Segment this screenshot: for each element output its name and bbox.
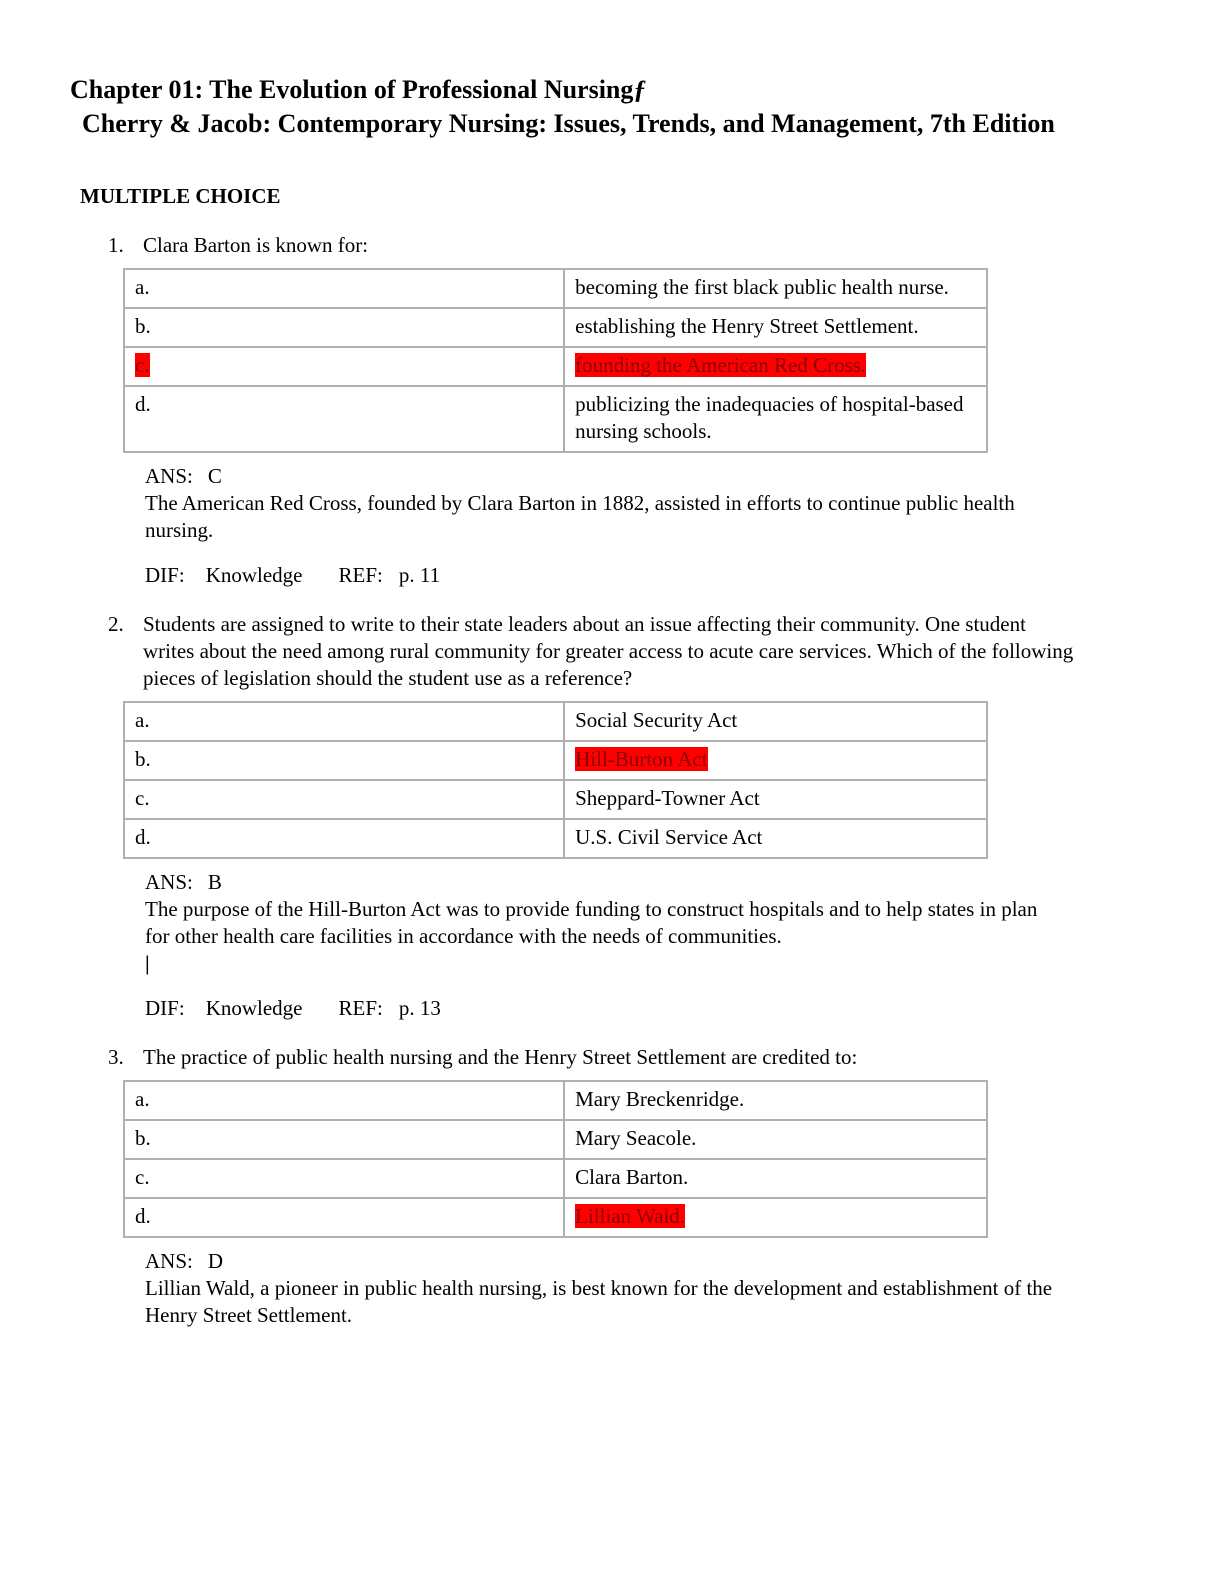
question-text: Students are assigned to write to their state leaders about an issue affecting their community. One student writes about the need among rural community for greater access to acute care services. Which of the following pieces of legislation should the student use as a reference? xyxy=(143,612,1074,690)
answer-block xyxy=(145,869,1065,977)
section-heading: MULTIPLE CHOICE xyxy=(80,184,281,208)
option-letter: b. xyxy=(135,1126,151,1150)
option-letter: c. xyxy=(135,1165,150,1189)
dif-ref-line xyxy=(145,562,1154,589)
rationale-text: Lillian Wald, a pioneer in public health nursing, is best known for the development and establishment of the Henry Street Settlement. xyxy=(145,1276,1053,1327)
option-text-cell xyxy=(564,386,987,452)
ref-label: REF: xyxy=(338,996,383,1020)
option-text-cell xyxy=(564,1159,987,1198)
option-text: founding the American Red Cross. xyxy=(575,353,867,377)
option-letter-cell xyxy=(124,819,564,858)
option-row xyxy=(124,386,987,452)
option-text-cell xyxy=(564,1081,987,1120)
option-letter: c. xyxy=(135,786,150,810)
option-row xyxy=(124,347,987,386)
option-text-cell xyxy=(564,1120,987,1159)
option-letter-cell xyxy=(124,308,564,347)
answer-label: ANS: xyxy=(145,870,193,894)
option-text: U.S. Civil Service Act xyxy=(575,825,763,849)
dif-value: Knowledge xyxy=(205,996,303,1020)
answer-label: ANS: xyxy=(145,464,193,488)
option-text-cell xyxy=(564,1198,987,1237)
option-letter: a. xyxy=(135,1087,150,1111)
cursor-mark: | xyxy=(145,951,150,975)
question-number: 1. xyxy=(108,233,124,257)
option-text: Mary Seacole. xyxy=(575,1126,697,1150)
option-row xyxy=(124,1120,987,1159)
question-block-1 xyxy=(70,232,1154,589)
option-letter-cell xyxy=(124,780,564,819)
page-subtitle: Cherry & Jacob: Contemporary Nursing: Issues, Trends, and Management, 7th Edition xyxy=(82,109,1055,138)
option-text-cell xyxy=(564,308,987,347)
option-letter-cell xyxy=(124,741,564,780)
answer-block xyxy=(145,463,1065,544)
title-function-glyph: ƒ xyxy=(633,75,647,104)
option-text: Hill-Burton Act xyxy=(575,747,708,771)
options-table xyxy=(123,1080,988,1238)
dif-label: DIF: xyxy=(145,563,185,587)
option-text: Mary Breckenridge. xyxy=(575,1087,745,1111)
option-letter-cell xyxy=(124,702,564,741)
option-row xyxy=(124,308,987,347)
option-text-cell xyxy=(564,780,987,819)
option-letter: c. xyxy=(135,353,150,377)
option-row xyxy=(124,780,987,819)
ref-value: p. 13 xyxy=(398,996,441,1020)
option-text-cell xyxy=(564,741,987,780)
rationale-text: The purpose of the Hill-Burton Act was to provide funding to construct hospitals and to help states in plan for other health care facilities in accordance with the needs of communities. xyxy=(145,897,1038,948)
answer-label: ANS: xyxy=(145,1249,193,1273)
option-letter-cell xyxy=(124,1159,564,1198)
option-text: becoming the first black public health nurse. xyxy=(575,275,949,299)
dif-value: Knowledge xyxy=(205,563,303,587)
option-text-cell xyxy=(564,269,987,308)
option-letter-cell xyxy=(124,269,564,308)
question-text: Clara Barton is known for: xyxy=(143,233,369,257)
option-letter: a. xyxy=(135,708,150,732)
answer-block xyxy=(145,1248,1065,1329)
option-letter: d. xyxy=(135,825,151,849)
option-row xyxy=(124,1198,987,1237)
rationale-text: The American Red Cross, founded by Clara Barton in 1882, assisted in efforts to continue public health nursing. xyxy=(145,491,1015,542)
ref-label: REF: xyxy=(338,563,383,587)
dif-ref-line xyxy=(145,995,1154,1022)
page-title xyxy=(70,74,1154,105)
option-letter-cell xyxy=(124,1198,564,1237)
option-text: Social Security Act xyxy=(575,708,738,732)
options-table xyxy=(123,268,988,453)
answer-line xyxy=(145,1248,1065,1275)
answer-value: D xyxy=(207,1249,224,1273)
question-block-3 xyxy=(70,1044,1154,1329)
option-letter: b. xyxy=(135,314,151,338)
option-row xyxy=(124,1159,987,1198)
option-row xyxy=(124,1081,987,1120)
option-letter-cell xyxy=(124,386,564,452)
option-text-cell xyxy=(564,347,987,386)
option-text: Lillian Wald. xyxy=(575,1204,686,1228)
dif-label: DIF: xyxy=(145,996,185,1020)
answer-line xyxy=(145,869,1065,896)
option-letter: a. xyxy=(135,275,150,299)
option-row xyxy=(124,741,987,780)
answer-line xyxy=(145,463,1065,490)
option-text: establishing the Henry Street Settlement. xyxy=(575,314,919,338)
question-line xyxy=(108,232,1154,259)
option-letter: d. xyxy=(135,392,151,416)
question-line xyxy=(108,1044,1154,1071)
question-block-2 xyxy=(70,611,1154,1022)
option-letter: d. xyxy=(135,1204,151,1228)
option-letter-cell xyxy=(124,1120,564,1159)
option-text-cell xyxy=(564,819,987,858)
answer-value: B xyxy=(207,870,222,894)
option-row xyxy=(124,702,987,741)
options-table xyxy=(123,701,988,859)
option-text: publicizing the inadequacies of hospital-based nursing schools. xyxy=(575,392,964,443)
question-text: The practice of public health nursing and the Henry Street Settlement are credited to: xyxy=(143,1045,858,1069)
question-number: 3. xyxy=(108,1045,124,1069)
option-letter-cell xyxy=(124,1081,564,1120)
option-row xyxy=(124,819,987,858)
ref-value: p. 11 xyxy=(398,563,441,587)
option-letter-cell xyxy=(124,347,564,386)
page-title-text: Chapter 01: The Evolution of Professional Nursing xyxy=(70,75,634,104)
question-number: 2. xyxy=(108,612,124,636)
option-letter: b. xyxy=(135,747,151,771)
option-text: Clara Barton. xyxy=(575,1165,689,1189)
option-row xyxy=(124,269,987,308)
answer-value: C xyxy=(207,464,222,488)
option-text: Sheppard-Towner Act xyxy=(575,786,760,810)
option-text-cell xyxy=(564,702,987,741)
question-line xyxy=(108,611,1154,692)
